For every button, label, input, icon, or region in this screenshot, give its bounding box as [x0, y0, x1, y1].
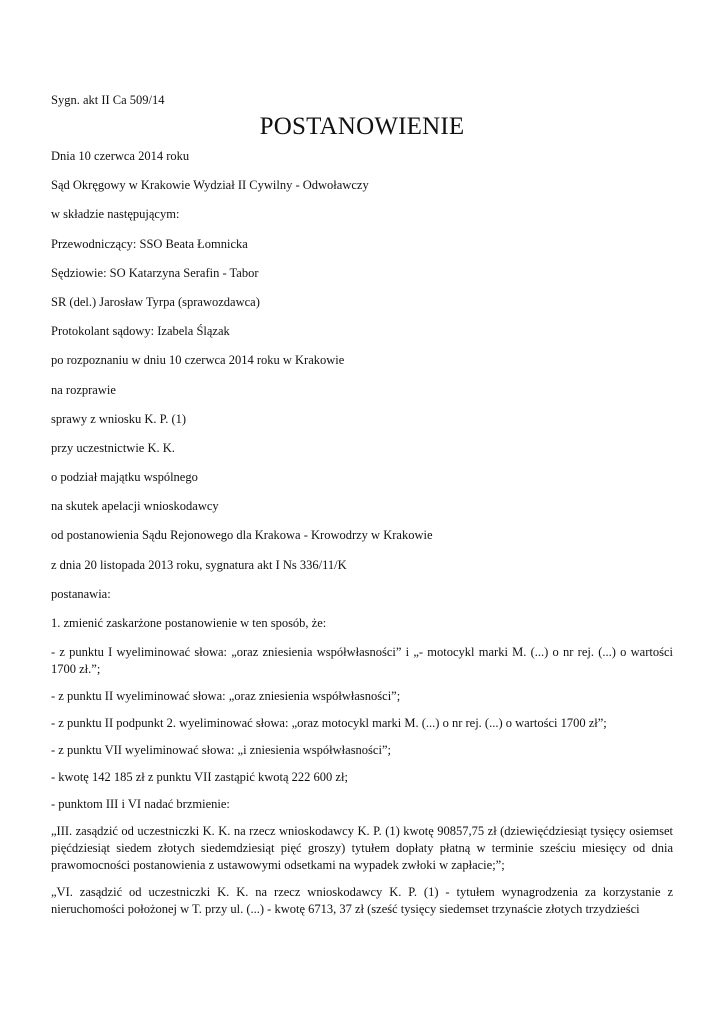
composition-line: w składzie następującym:	[51, 207, 180, 222]
subject-line: o podział majątku wspólnego	[51, 470, 198, 485]
judges-line: Sędziowie: SO Katarzyna Serafin - Tabor	[51, 265, 259, 280]
amendment-paragraph-5: - kwotę 142 185 zł z punktu VII zastąpić kwotą 222 600 zł;	[51, 770, 348, 785]
amendment-paragraph-4: - z punktu VII wyeliminować słowa: „i zniesienia współwłasności”;	[51, 743, 391, 758]
participant-line: przy uczestnictwie K. K.	[51, 440, 175, 455]
rapporteur-line: SR (del.) Jarosław Tyrpa (sprawozdawca)	[51, 294, 260, 309]
hearing-type-line: na rozprawie	[51, 382, 116, 397]
point-vi-paragraph: „VI. zasądzić od uczestniczki K. K. na rzecz wnioskodawcy K. P. (1) - tytułem wynagrodzenia za korzystanie z nieruchomości położonej w T. przy ul. (...) - kwotę 6713, 37 zł (sześć tysięcy siedemset trzynaście złotych trzydzieści	[51, 885, 673, 917]
lower-court-ruling-line: z dnia 20 listopada 2013 roku, sygnatura akt I Ns 336/11/K	[51, 557, 347, 572]
case-number: Sygn. akt II Ca 509/14	[51, 93, 165, 107]
decision-intro-line: postanawia:	[51, 586, 111, 601]
appeal-line: na skutek apelacji wnioskodawcy	[51, 499, 219, 514]
amendment-paragraph-3: - z punktu II podpunkt 2. wyeliminować słowa: „oraz motocykl marki M. (...) o nr rej. (...) o wartości 1700 zł”;	[51, 716, 607, 731]
court-line: Sąd Okręgowy w Krakowie Wydział II Cywilny - Odwoławczy	[51, 178, 369, 193]
document-title: POSTANOWIENIE	[259, 113, 465, 140]
amendment-paragraph-6: - punktom III i VI nadać brzmienie:	[51, 797, 230, 812]
amendment-paragraph-2: - z punktu II wyeliminować słowa: „oraz zniesienia współwłasności”;	[51, 689, 401, 704]
applicant-line: sprawy z wniosku K. P. (1)	[51, 411, 187, 426]
amendment-paragraph-1: - z punktu I wyeliminować słowa: „oraz zniesienia współwłasności” i „- motocykl marki M. (...) o nr rej. (...) o wartości 1700 zł.”;	[51, 645, 673, 677]
hearing-date-line: po rozpoznaniu w dniu 10 czerwca 2014 roku w Krakowie	[51, 353, 345, 368]
court-clerk-line: Protokolant sądowy: Izabela Ślązak	[51, 324, 230, 339]
presiding-judge-line: Przewodniczący: SSO Beata Łomnicka	[51, 236, 248, 251]
decision-point-1-line: 1. zmienić zaskarżone postanowienie w ten sposób, że:	[51, 616, 327, 630]
point-iii-paragraph: „III. zasądzić od uczestniczki K. K. na rzecz wnioskodawcy K. P. (1) kwotę 90857,75 zł (dziewięćdziesiąt tysięcy osiemset pięćdziesiąt siedem złotych siedemdziesiąt pięć groszy) tytułem dopłaty płatną w terminie sześciu miesięcy od dnia prawomocności postanowienia z ustawowymi odsetkami na wypadek zwłoki w zapłacie;”;	[51, 824, 673, 873]
date-line: Dnia 10 czerwca 2014 roku	[51, 149, 190, 163]
lower-court-line: od postanowienia Sądu Rejonowego dla Krakowa - Krowodrzy w Krakowie	[51, 528, 433, 543]
document-body	[51, 92, 673, 918]
